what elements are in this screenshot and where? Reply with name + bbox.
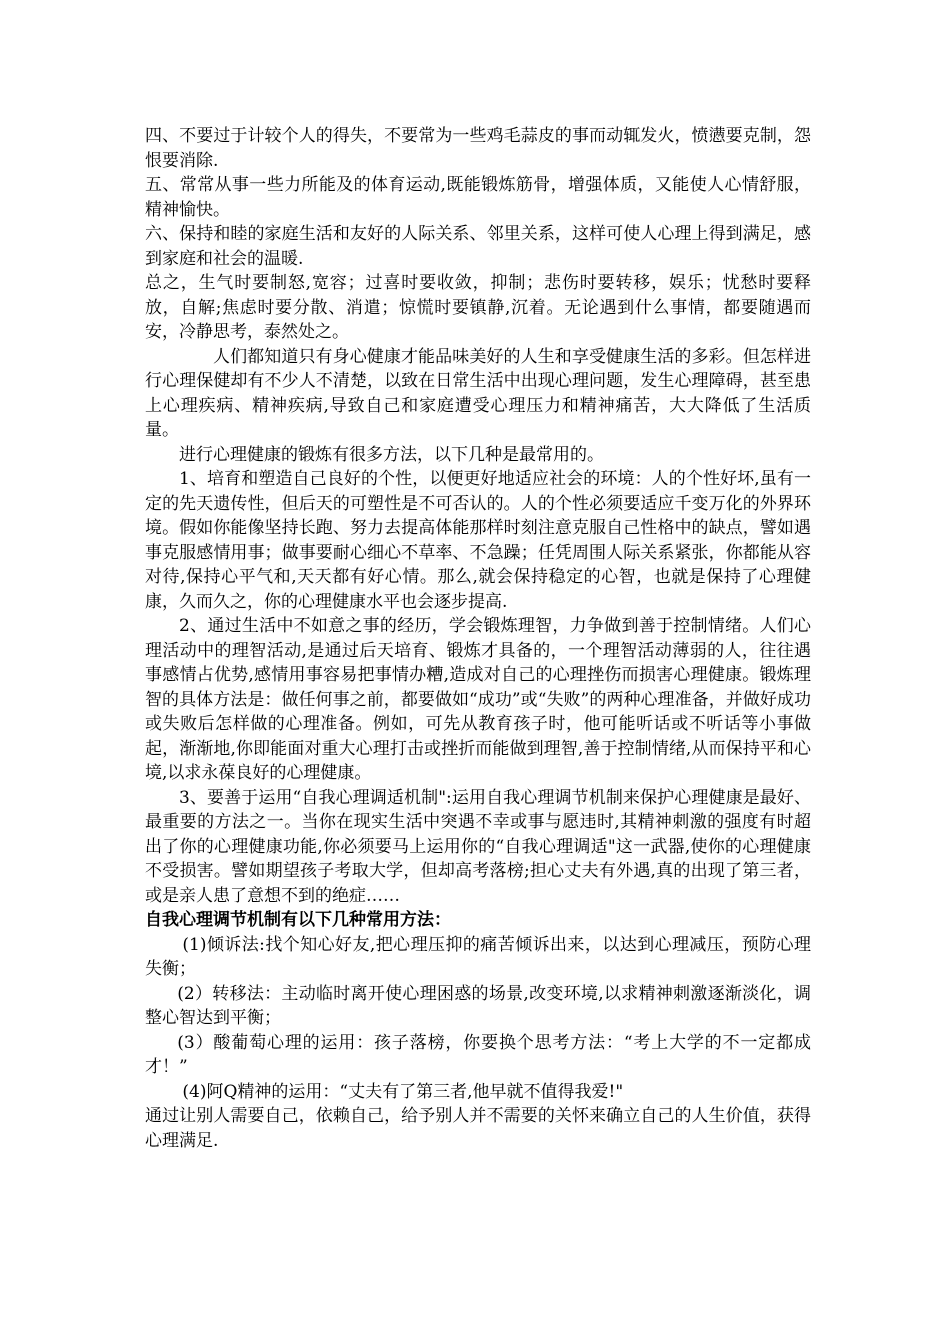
paragraph-conclusion: 通过让别人需要自己，依赖自己，给予别人并不需要的关怀来确立自己的人生价值，获得心理满足.	[145, 1106, 811, 1151]
mechanism-item-2: (2）转移法：主动临时离开使心理困惑的场景,改变环境,以求精神刺激逐渐淡化，调整心智达到平衡；	[145, 983, 811, 1028]
mechanism-item-1: (1)倾诉法:找个知心好友,把心理压抑的痛苦倾诉出来，以达到心理减压，预防心理失衡；	[145, 934, 811, 979]
paragraph-method-3: 3、要善于运用“自我心理调适机制":运用自我心理调节机制来保护心理健康是最好、最重要的方法之一。当你在现实生活中突遇不幸或事与愿违时,其精神刺激的强度有时超出了你的心理健康功能,你必须要马上运用你的“自我心理调适"这一武器,使你的心理健康不受损害。譬如期望孩子考取大学，但却高考落榜;担心丈夫有外遇,真的出现了第三者，或是亲人患了意想不到的绝症……	[145, 787, 811, 906]
paragraph-method-2: 2、通过生活中不如意之事的经历，学会锻炼理智，力争做到善于控制情绪。人们心理活动中的理智活动,是通过后天培育、锻炼才具备的，一个理智活动薄弱的人，往往遇事感情占优势,感情用事容易把事情办糟,造成对自己的心理挫伤而损害心理健康。锻炼理智的具体方法是：做任何事之前，都要做如“成功”或“失败”的两种心理准备，并做好成功或失败后怎样做的心理准备。例如，可先从教育孩子时，他可能听话或不听话等小事做起，渐渐地,你即能面对重大心理打击或挫折而能做到理智,善于控制情绪,从而保持平和心境,以求永葆良好的心理健康。	[145, 616, 811, 783]
paragraph-summary: 总之，生气时要制怒,宽容；过喜时要收敛，抑制；悲伤时要转移，娱乐；忧愁时要释放，自解;焦虑时要分散、消遣；惊慌时要镇静,沉着。无论遇到什么事情，都要随遇而安，冷静思考，泰然处之。	[145, 273, 811, 342]
paragraph-item-6: 六、保持和睦的家庭生活和友好的人际关系、邻里关系，这样可使人心理上得到满足，感到家庭和社会的温暖.	[145, 224, 811, 269]
mechanism-item-3: (3）酸葡萄心理的运用：孩子落榜，你要换个思考方法：“考上大学的不一定都成才！”	[145, 1032, 811, 1077]
paragraph-item-5: 五、常常从事一些力所能及的体育运动,既能锻炼筋骨，增强体质，又能使人心情舒服，精神愉快。	[145, 175, 811, 220]
paragraph-intro: 人们都知道只有身心健康才能品味美好的人生和享受健康生活的多彩。但怎样进行心理保健却有不少人不清楚，以致在日常生活中出现心理问题，发生心理障碍，甚至患上心理疾病、精神疾病,导致自己和家庭遭受心理压力和精神痛苦，大大降低了生活质量。	[145, 346, 811, 440]
mechanism-item-4: (4)阿Q精神的运用：“丈夫有了第三者,他早就不值得我爱!"	[182, 1081, 624, 1102]
document-page	[145, 124, 811, 1153]
section-heading: 自我心理调节机制有以下几种常用方法：	[145, 910, 451, 930]
paragraph-method-1: 1、培育和塑造自己良好的个性，以便更好地适应社会的环境：人的个性好坏,虽有一定的先天遗传性，但后天的可塑性是不可否认的。人的个性必须要适应千变万化的外界环境。假如你能像坚持长跑、努力去提高体能那样时刻注意克服自己性格中的缺点，譬如遇事克服感情用事；做事要耐心细心不草率、不急躁；任凭周围人际关系紧张，你都能从容对待,保持心平气和,天天都有好心情。那么,就会保持稳定的心智，也就是保持了心理健康，久而久之，你的心理健康水平也会逐步提高.	[145, 469, 811, 612]
paragraph-item-4: 四、不要过于计较个人的得失，不要常为一些鸡毛蒜皮的事而动辄发火，愤懑要克制，怨恨要消除.	[145, 126, 811, 171]
paragraph-methods-lead: 进行心理健康的锻炼有很多方法，以下几种是最常用的。	[179, 444, 604, 465]
